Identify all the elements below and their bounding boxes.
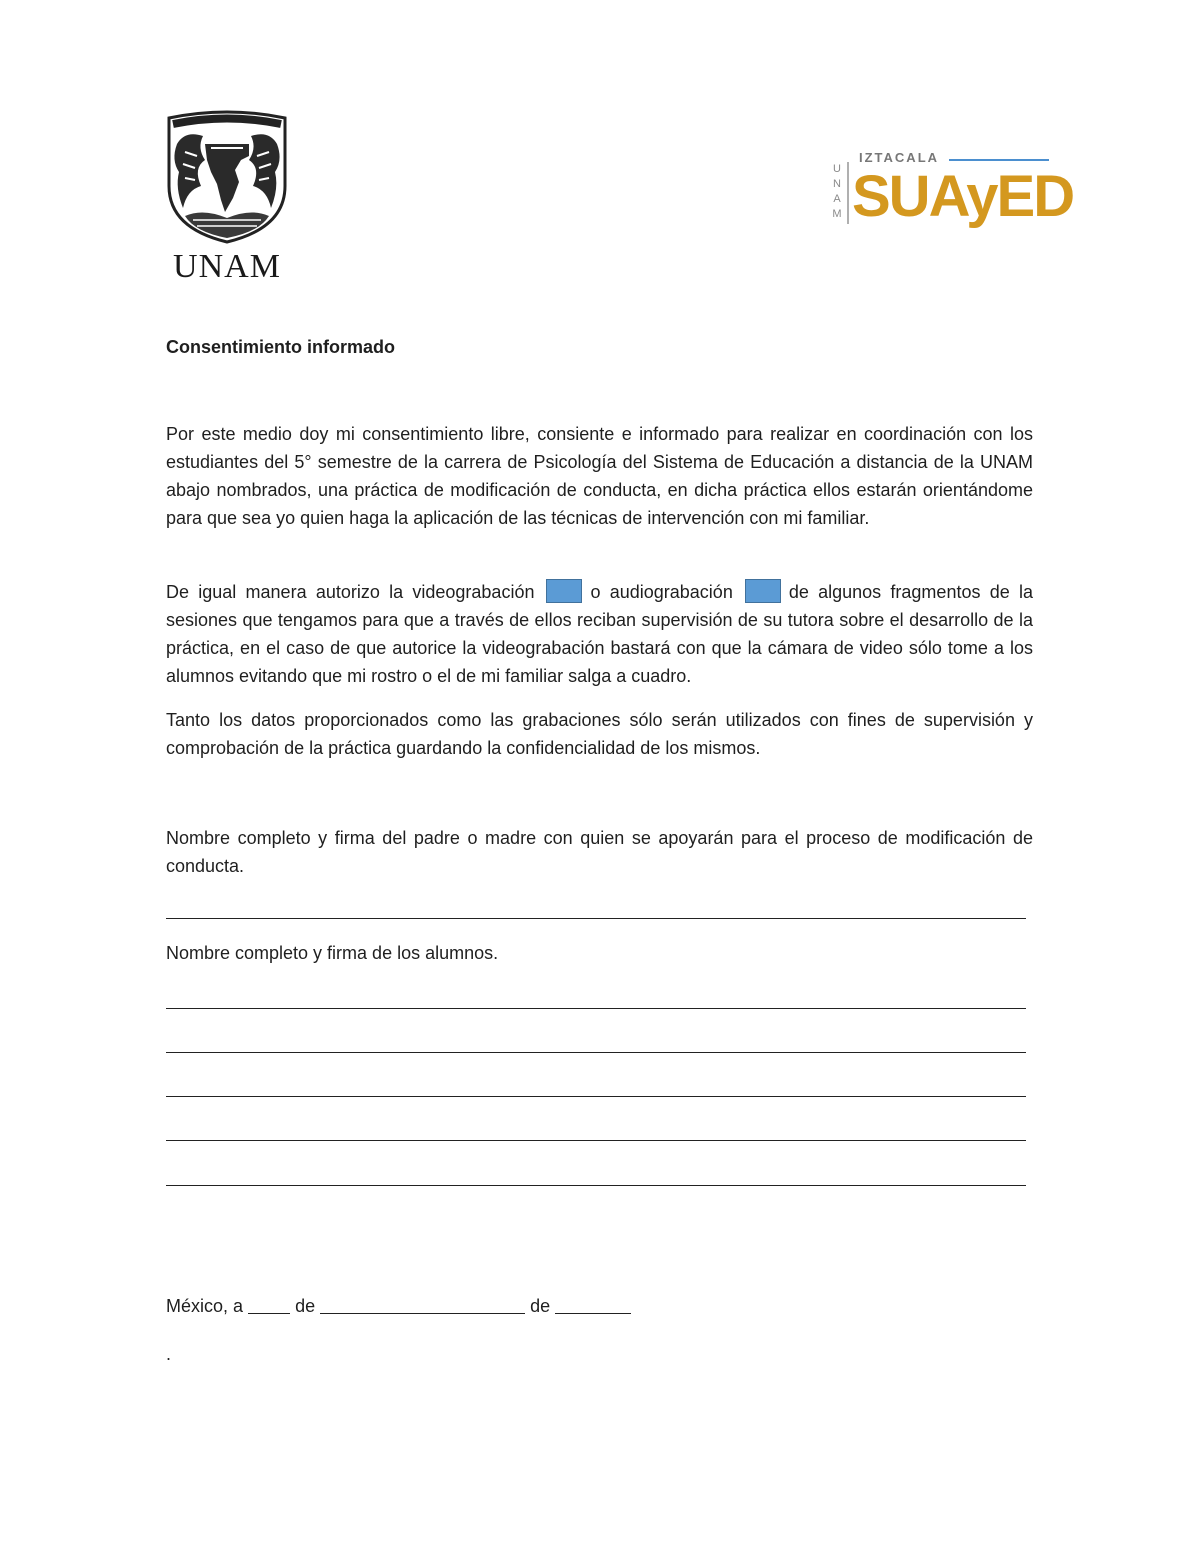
suayed-logo [832,148,1074,229]
suayed-letter: N [833,178,841,190]
recording-text-part2: o audiograbación [590,582,733,602]
students-signature-label: Nombre completo y firma de los alumnos. [166,943,499,963]
unam-logo [163,108,291,288]
student-signature-line[interactable] [166,1096,1026,1097]
suayed-campus: IZTACALA [859,150,940,165]
student-signature-line[interactable] [166,1140,1026,1141]
suayed-unam-letters [832,162,842,222]
day-blank[interactable] [248,1295,290,1314]
date-de: de [530,1296,551,1316]
audio-recording-checkbox[interactable] [745,579,781,603]
suayed-letter: U [833,163,841,175]
recording-paragraph [166,578,1033,690]
document-title: Consentimiento informado [166,337,395,357]
unam-seal-icon [163,108,291,248]
suayed-wordmark: SUAyED [852,164,1074,229]
date-line [166,1292,631,1320]
student-signature-line[interactable] [166,1052,1026,1053]
parent-signature-line[interactable] [166,918,1026,919]
suayed-letter: M [832,208,842,220]
recording-text-part1: De igual manera autorizo la videograbación [166,582,535,602]
date-prefix: México, a [166,1296,244,1316]
month-blank[interactable] [320,1295,525,1314]
student-signature-line[interactable] [166,1185,1026,1186]
confidentiality-paragraph: Tanto los datos proporcionados como las grabaciones sólo serán utilizados con fines de supervisión y comprobación de la práctica guardando la confidencialidad de los mismos. [166,710,1033,758]
trailing-dot: . [166,1344,172,1364]
student-signature-line[interactable] [166,1008,1026,1009]
consent-paragraph: Por este medio doy mi consentimiento libre, consiente e informado para realizar en coordinación con los estudiantes del 5° semestre de la carrera de Psicología del Sistema de Educación a distancia de la UNAM abajo nombrados, una práctica de modificación de conducta, en dicha práctica ellos estarán orientándome para que sea yo quien haga la aplicación de las técnicas de intervención con mi familiar. [166,424,1033,528]
recording-text-part3: de algunos fragmentos de la sesiones que tengamos para que a través de ellos reciban supervisión de su tutora sobre el desarrollo de la práctica, en el caso de que autorice la videograbación bastará con que la cámara de video sólo tome a los alumnos evitando que mi rostro o el de mi familiar salga a cuadro. [166,582,1033,686]
parent-signature-label: Nombre completo y firma del padre o madre con quien se apoyarán para el proceso de modificación de conducta. [166,828,1033,876]
date-de: de [295,1296,316,1316]
suayed-letter: A [833,193,841,205]
suayed-rule [949,159,1049,161]
unam-wordmark: UNAM [173,248,281,285]
suayed-divider [847,162,849,224]
year-blank[interactable] [555,1295,631,1314]
video-recording-checkbox[interactable] [546,579,582,603]
